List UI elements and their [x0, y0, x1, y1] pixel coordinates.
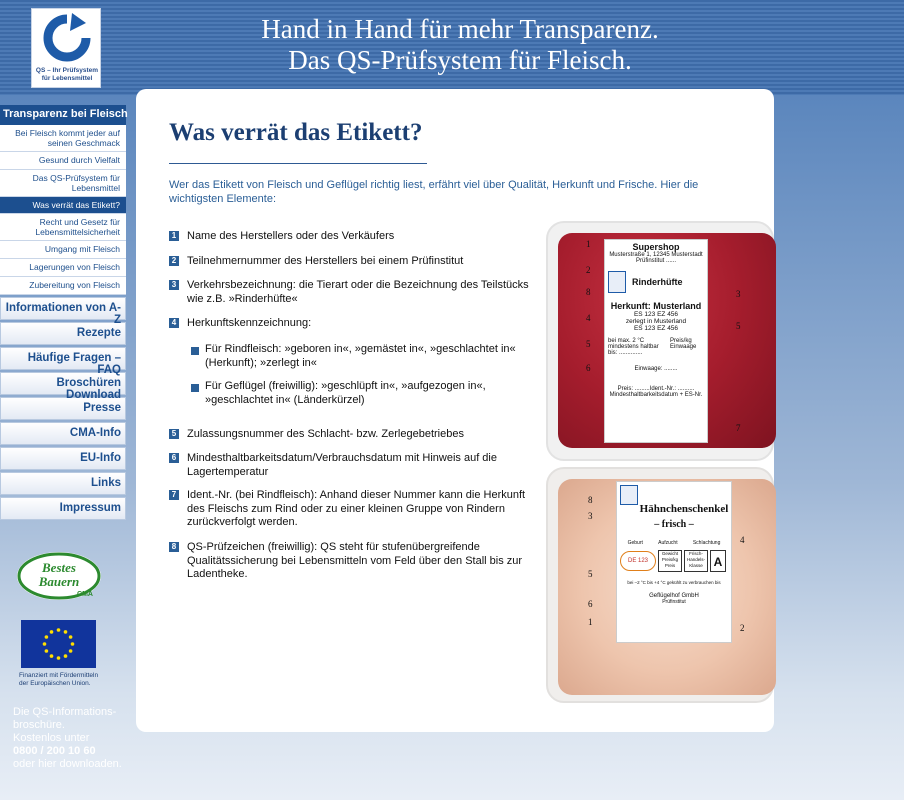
eu-star-icon — [57, 628, 61, 632]
callout-number: 3 — [588, 511, 593, 521]
nav-presse[interactable]: Presse — [0, 397, 126, 420]
brochure-line: broschüre. — [13, 719, 65, 731]
label-row-label: Geburt — [627, 540, 643, 546]
eu-star-icon — [71, 642, 75, 646]
svg-text:Bauern: Bauern — [38, 574, 80, 589]
item-text: Zulassungsnummer des Schlacht- bzw. Zerlegebetriebes — [187, 428, 464, 440]
eu-star-icon — [50, 630, 54, 634]
item-number: 2 — [169, 256, 179, 266]
item-text: Herkunftskennzeichnung: — [187, 317, 312, 329]
nav-broschueren[interactable]: Broschüren Download — [0, 372, 126, 395]
callout-number: 5 — [588, 569, 593, 579]
sidebar-item-geschmack[interactable]: Bei Fleisch kommt jeder auf seinen Geschmack — [0, 125, 126, 152]
label-product-row — [608, 269, 704, 299]
item-number: 5 — [169, 429, 179, 439]
item-number: 7 — [169, 490, 179, 500]
svg-text:Bestes: Bestes — [42, 560, 76, 575]
eu-star-icon — [45, 635, 49, 639]
label-badge: DE 123 — [620, 551, 656, 571]
nav-impressum[interactable]: Impressum — [0, 497, 126, 520]
item-text: Verkehrsbezeichnung: die Tierart oder die Bezeichnung des Teilstücks wie z.B. »Rinderhüfte« — [187, 279, 529, 305]
nav-rezepte[interactable]: Rezepte — [0, 322, 126, 345]
brochure-line: Die QS-Informations- — [13, 706, 117, 718]
label-einwaage-short: Einwaage — [670, 344, 697, 350]
callout-number: 4 — [740, 535, 745, 545]
label-product: Hähnchenschenkel — [639, 503, 729, 515]
label-class: A — [710, 550, 726, 572]
eu-star-icon — [64, 630, 68, 634]
callout-number: 3 — [736, 289, 741, 299]
eu-star-icon — [69, 649, 73, 653]
callout-number: 8 — [588, 495, 593, 505]
label-mhd-row — [608, 338, 704, 356]
beef-label — [604, 239, 708, 443]
label-badge-row — [620, 550, 728, 572]
label-product: Rinderhüfte — [632, 277, 683, 287]
label-producer: Geflügelhof GmbH — [649, 593, 699, 599]
label-row-label: Schlachtung — [692, 540, 721, 546]
item-number: 8 — [169, 542, 179, 552]
callout-number: 1 — [586, 239, 591, 249]
brochure-download-link[interactable]: oder hier downloaden. — [13, 758, 122, 770]
item-number: 1 — [169, 231, 179, 241]
intro-text: Wer das Etikett von Fleisch und Geflügel richtig liest, erfährt viel über Qualität, Herkunft und Frische. Hier die wichtigsten Elemente: — [169, 179, 699, 205]
label-address: Musterstraße 1, 12345 Musterstadt — [609, 252, 703, 258]
qs-logo[interactable] — [31, 8, 101, 88]
eu-stars-icon — [21, 620, 96, 668]
logo-caption: QS – Ihr Prüfsystem für Lebensmittel — [35, 67, 99, 82]
qs-arrow-icon — [42, 13, 92, 65]
item-text: Name des Herstellers oder des Verkäufers — [187, 230, 395, 242]
callout-number: 5 — [586, 339, 591, 349]
label-preis-line: Preis: .........Ident.-Nr.: .......... — [617, 386, 695, 392]
bestes-vom-bauern-logo[interactable] — [15, 550, 103, 602]
item-number: 3 — [169, 280, 179, 290]
page-title: Was verrät das Etikett? — [169, 119, 423, 146]
chicken-label — [616, 481, 732, 643]
sidebar-item-etikett[interactable]: Was verrät das Etikett? — [0, 197, 126, 214]
sidebar-item-vielfalt[interactable]: Gesund durch Vielfalt — [0, 152, 126, 170]
sidebar-item-recht[interactable]: Recht und Gesetz für Lebensmittelsicherheit — [0, 214, 126, 241]
headline-line-2: Das QS-Prüfsystem für Fleisch. — [288, 45, 632, 75]
nav-faq[interactable]: Häufige Fragen – FAQ — [0, 347, 126, 370]
beef-package-image — [546, 221, 774, 461]
eu-caption: Finanziert mit Fördermitteln der Europäischen Union. — [19, 672, 99, 687]
brochure-line: Kostenlos unter — [13, 732, 90, 744]
label-mhd: bei –2 °C bis +4 °C gekühlt zu verbrauchen bis — [627, 580, 721, 585]
bullet-icon — [191, 347, 199, 355]
nav-links[interactable]: Links — [0, 472, 126, 495]
callout-number: 8 — [586, 287, 591, 297]
eu-star-icon — [64, 654, 68, 658]
qs-mark-icon — [608, 271, 626, 293]
eu-star-icon — [50, 654, 54, 658]
chicken-package-image — [546, 467, 774, 703]
sub-list-item: Für Rindfleisch: »geboren in«, »gemästet in«, »geschlachtet in« (Herkunft); »zerlegt in« — [205, 343, 516, 369]
label-price-col — [670, 338, 704, 356]
callout-number: 6 — [588, 599, 593, 609]
label-shop: Supershop — [632, 242, 680, 252]
label-code: ES 123 EZ 456 — [633, 325, 679, 332]
eu-star-icon — [57, 656, 61, 660]
sub-list-item: Für Geflügel (freiwillig): »geschlüpft in«, »aufgezogen in«, »geschlachtet in« (Länderkürzel) — [205, 380, 486, 406]
callout-number: 1 — [588, 617, 593, 627]
brochure-info[interactable] — [13, 706, 133, 771]
label-pruef: Prüfinstitut ...... — [635, 258, 676, 264]
nav-eu-info[interactable]: EU-Info — [0, 447, 126, 470]
callout-number: 2 — [586, 265, 591, 275]
eu-star-icon — [69, 635, 73, 639]
sidebar-item-qs-pruefsystem[interactable]: Das QS-Prüfsystem für Lebensmittel — [0, 170, 126, 197]
content-panel — [136, 89, 774, 732]
label-row-labels — [620, 540, 728, 546]
brochure-phone: 0800 / 200 10 60 — [13, 745, 96, 757]
item-text: Ident.-Nr. (bei Rindfleisch): Anhand dieser Nummer kann die Herkunft des Fleischs zum Rind oder zu einer kleinen Gruppe von Rindern zurückverfolgt werden. — [187, 489, 526, 528]
sidebar-nav — [0, 105, 126, 520]
headline-line-1: Hand in Hand für mehr Transparenz. — [261, 14, 659, 44]
item-number: 6 — [169, 453, 179, 463]
label-zerlegt: zerlegt in Musterland — [625, 318, 687, 325]
label-mhd: bei max. 2 °C mindestens haltbar bis: .............. — [608, 338, 659, 356]
bullet-icon — [191, 384, 199, 392]
label-einwaage: Einwaage: ........ — [634, 366, 678, 372]
label-cell: Gewicht Preis/kg Preis — [658, 550, 682, 572]
sidebar-item-zubereitung[interactable]: Zubereitung von Fleisch — [0, 277, 126, 295]
label-cell: Frisch-Handels-Klasse — [684, 550, 708, 572]
callout-number: 5 — [736, 321, 741, 331]
label-row-label: Aufzucht — [658, 540, 678, 546]
title-divider — [169, 163, 427, 164]
qs-mark-icon — [620, 485, 638, 505]
bestes-logo-graphic — [15, 550, 103, 602]
callout-number: 7 — [736, 423, 741, 433]
callout-number: 4 — [586, 313, 591, 323]
item-number: 4 — [169, 318, 179, 328]
item-text: Teilnehmernummer des Herstellers bei einem Prüfinstitut — [187, 255, 464, 267]
callout-number: 2 — [740, 623, 745, 633]
label-price-kg: Preis/kg — [670, 338, 692, 344]
label-origin: Herkunft: Musterland — [610, 301, 702, 311]
nav-cma-info[interactable]: CMA-Info — [0, 422, 126, 445]
label-mhd-line: Mindesthaltbarkeitsdatum + ES-Nr. — [609, 392, 703, 398]
eu-star-icon — [43, 642, 47, 646]
nav-informationen[interactable]: Informationen von A-Z — [0, 297, 126, 320]
label-code: ES 123 EZ 456 — [633, 311, 679, 318]
callout-number: 6 — [586, 363, 591, 373]
eu-star-icon — [45, 649, 49, 653]
label-producer-sub: Prüfinstitut — [662, 599, 686, 605]
eu-flag[interactable] — [21, 620, 96, 668]
sidebar-item-umgang[interactable]: Umgang mit Fleisch — [0, 241, 126, 259]
item-text: QS-Prüfzeichen (freiwillig): QS steht für stufenübergreifende Qualitätssicherung bei Lebensmitteln vom Feld über den Stall bis zur Ladentheke. — [187, 541, 523, 580]
label-product-sub: – frisch – — [654, 519, 694, 530]
item-text: Mindesthaltbarkeitsdatum/Verbrauchsdatum mit Hinweis auf die Lagertemperatur — [187, 452, 497, 478]
page-headline — [190, 14, 730, 76]
sidebar-section-title[interactable]: Transparenz bei Fleisch — [0, 105, 126, 125]
label-header-row — [620, 485, 728, 519]
sidebar-item-lagerung[interactable]: Lagerungen von Fleisch — [0, 259, 126, 277]
svg-text:CMA: CMA — [77, 591, 93, 598]
